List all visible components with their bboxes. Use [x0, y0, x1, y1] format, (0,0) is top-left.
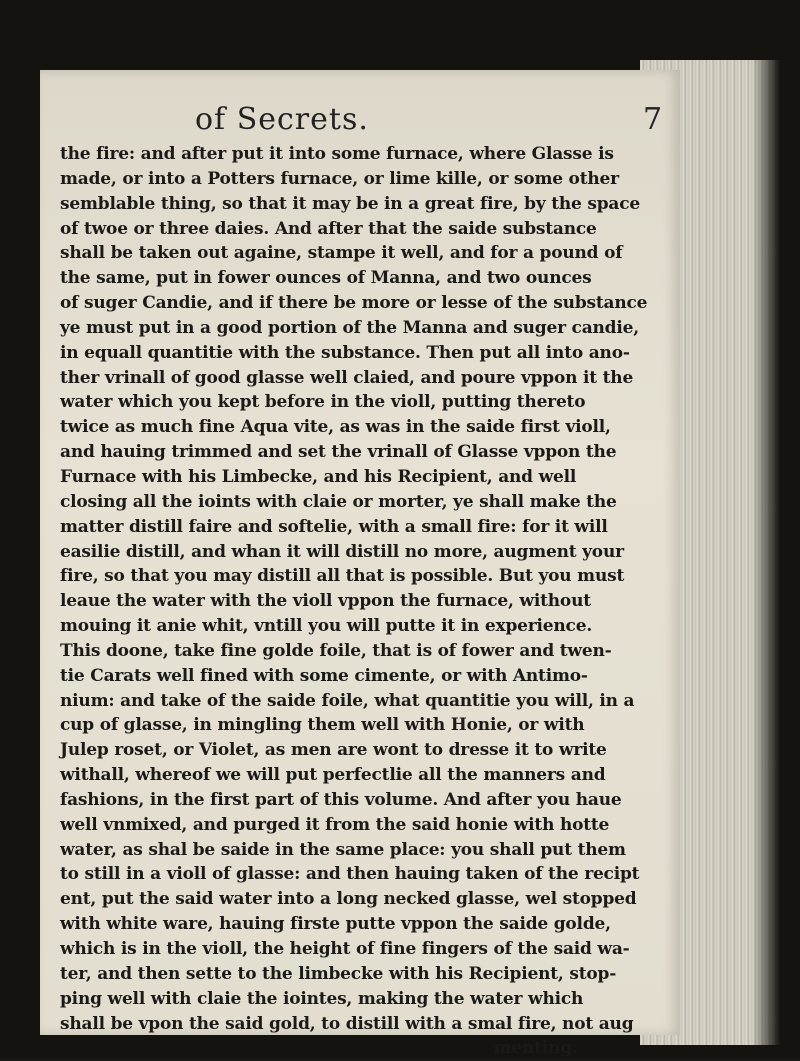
- text-line: easilie distill, and whan it will distill no more, augment your: [60, 541, 624, 562]
- text-line: the same, put in fower ounces of Manna, and two ounces: [60, 268, 592, 289]
- text-line: ent, put the said water into a long necked glasse, wel stopped: [60, 889, 637, 910]
- text-line: nium: and take of the saide foile, what quantitie you will, in a: [60, 690, 635, 711]
- page-header: [195, 102, 675, 142]
- text-line: with white ware, hauing firste putte vppon the saide golde,: [60, 914, 611, 935]
- text-line: well vnmixed, and purged it from the said honie with hotte: [60, 814, 610, 835]
- text-line: withall, whereof we will put perfectlie all the manners and: [60, 765, 606, 786]
- text-line: This doone, take fine golde foile, that is of fower and twen-: [60, 640, 612, 661]
- text-line: of suger Candie, and if there be more or lesse of the substance: [60, 293, 648, 314]
- text-line: closing all the ioints with claie or morter, ye shall make the: [60, 491, 617, 512]
- text-line: mouing it anie whit, vntill you will putte it in experience.: [60, 616, 593, 637]
- text-line: shall be taken out againe, stampe it well, and for a pound of: [60, 243, 623, 264]
- text-line: semblable thing, so that it may be in a great fire, by the space: [60, 193, 641, 214]
- text-line: ye must put in a good portion of the Manna and suger candie,: [60, 317, 639, 338]
- text-line: water, as shal be saide in the same place: you shall put them: [60, 839, 626, 860]
- running-title: of Secrets.: [195, 102, 369, 137]
- text-line: in equall quantitie with the substance. Then put all into ano-: [60, 342, 630, 363]
- text-line: ter, and then sette to the limbecke with his Recipient, stop-: [60, 963, 617, 984]
- body-text: [60, 142, 660, 1061]
- text-line: matter distill faire and softelie, with a small fire: for it will: [60, 516, 608, 537]
- catchword: menting:: [493, 1038, 578, 1059]
- text-line: leaue the water with the violl vppon the furnace, without: [60, 591, 591, 612]
- text-line: water which you kept before in the violl, putting thereto: [60, 392, 586, 413]
- text-line: ping well with claie the iointes, making the water which: [60, 988, 584, 1009]
- page-number: 7: [643, 102, 663, 137]
- text-line: Julep roset, or Violet, as men are wont to dresse it to write: [60, 740, 607, 761]
- text-line: Furnace with his Limbecke, and his Recipient, and well: [60, 466, 577, 487]
- text-line: tie Carats well fined with some cimente, or with Antimo-: [60, 665, 588, 686]
- text-line: which is in the violl, the height of fine fingers of the said wa-: [60, 939, 630, 959]
- text-line: the fire: and after put it into some furnace, where Glasse is: [60, 144, 614, 164]
- text-line: made, or into a Potters furnace, or lime kille, or some other: [60, 168, 619, 189]
- text-line: and hauing trimmed and set the vrinall of Glasse vppon the: [60, 442, 617, 463]
- text-line: to still in a violl of glasse: and then hauing taken of the recipt: [60, 864, 640, 885]
- text-line: fire, so that you may distill all that is possible. But you must: [60, 566, 625, 587]
- text-line: fashions, in the first part of this volume. And after you haue: [60, 789, 622, 810]
- text-line: cup of glasse, in mingling them well with Honie, or with: [60, 715, 585, 736]
- text-line: shall be vpon the said gold, to distill with a smal fire, not aug: [60, 1013, 634, 1034]
- text-line: twice as much fine Aqua vite, as was in the saide first violl,: [60, 417, 611, 438]
- text-line: of twoe or three daies. And after that the saide substance: [60, 218, 597, 239]
- text-line: ther vrinall of good glasse well claied, and poure vppon it the: [60, 367, 634, 388]
